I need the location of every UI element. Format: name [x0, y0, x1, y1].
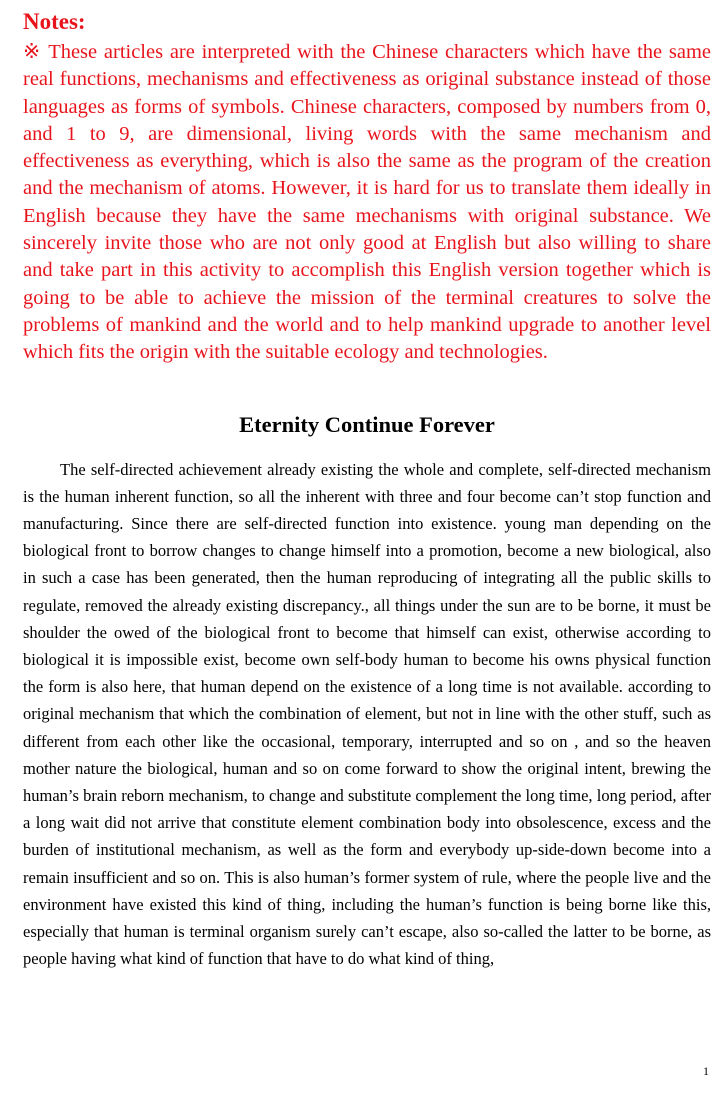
article-title: Eternity Continue Forever — [239, 411, 495, 437]
page-number: 1 — [703, 1064, 709, 1078]
notes-paragraph: ※ These articles are interpreted with the Chinese characters which have the same real functions, mechanisms and effectiveness as original substance instead of those languages as forms of symbols. Chinese characters, composed by numbers from 0, and 1 to 9, are dimensional, living words with the same mechanism and effectiveness as everything, which is also the same as the program of the creation and the mechanism of atoms. However, it is hard for us to translate them ideally in English because they have the same mechanisms with original substance. We sincerely invite those who are not only good at English but also willing to share and take part in this activity to accomplish this English version together which is going to be able to achieve the mission of the terminal creatures to solve the problems of mankind and the world and to help mankind upgrade to another level which fits the origin with the suitable ecology and technologies. — [23, 41, 711, 364]
article-body-paragraph: The self-directed achievement already existing the whole and complete, self-directed mechanism is the human inherent function, so all the inherent with three and four become can’t stop function and manufacturing. Since there are self-directed function into existence. young man depending on the biological front to borrow changes to change himself into a promotion, become a new biological, also in such a case has been generated, then the human reproducing of integrating all the public skills to regulate, removed the already existing discrepancy., all things under the sun are to be borne, it must be shoulder the owed of the biological front to become that himself can exist, otherwise according to biological it is impossible exist, become own self-body human to become his owns physical function the form is also here, that human depend on the existence of a long time is not available. according to original mechanism that which the combination of element, but not in line with the other stuff, such as different from each other like the occasional, temporary, interrupted and so on , and so the heaven mother nature the biological, human and so on come forward to show the original intent, brewing the human’s brain reborn mechanism, to change and substitute complement the long time, long period, after a long wait did not arrive that constitute element combination body into obsolescence, excess and the burden of institutional mechanism, as well as the form and everybody up-side-down become into a remain insufficient and so on. This is also human’s former system of rule, where the people live and the environment have existed this kind of thing, including the human’s function is being borne like this, especially that human is terminal organism surely can’t escape, also so-called the latter to be borne, as people having what kind of function that have to do what kind of thing, — [23, 459, 711, 969]
notes-heading: Notes: — [23, 9, 86, 34]
